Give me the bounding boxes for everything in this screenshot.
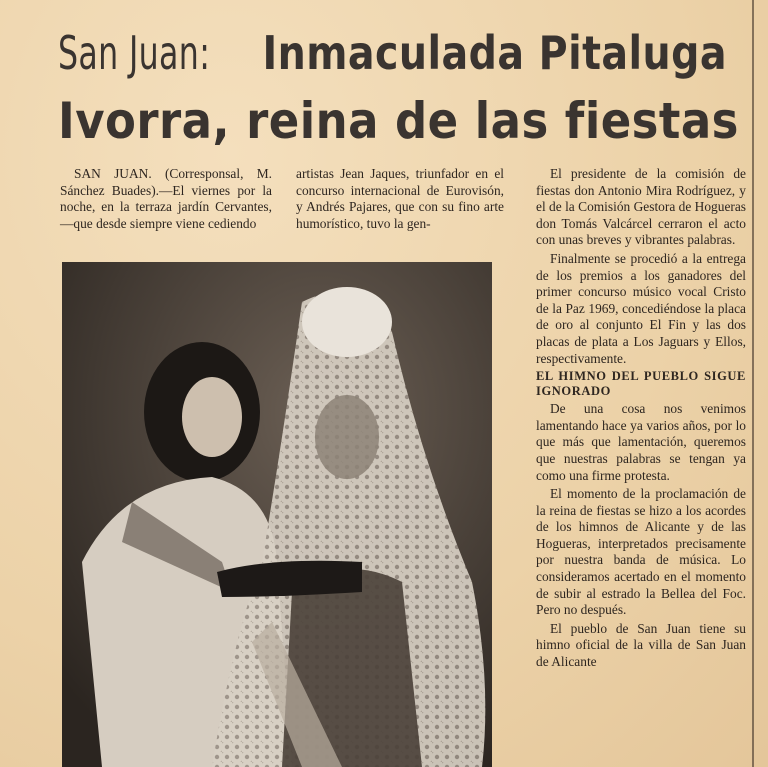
girl-face	[182, 377, 242, 457]
paragraph: El momento de la proclamación de la reina de fiestas se hizo a los acordes de los himnos de Alicante y de las Hogueras, interpretados precisamente por nuestra banda de música. Lo consideramos acertado en el momento de subir al estrado la Bellea del Foc. Pero no después.	[536, 486, 746, 618]
headline-prefix: San Juan:	[58, 26, 211, 80]
paragraph: El presidente de la comisión de fiestas don Antonio Mira Rodríguez, y el de la Comisión Gestora de Hogueras don Tomás Valcárcel cerraron el acto con unas breves y vibrantes palabras.	[536, 166, 746, 248]
headline-line-1-text: Inmaculada Pitaluga	[262, 26, 727, 80]
paragraph: De una cosa nos venimos lamentando hace ya varios años, por lo que más que lamentación, queremos que nuestras palabras se tengan ya como una firme protesta.	[536, 401, 746, 483]
article-column-2	[296, 166, 504, 232]
paragraph: artistas Jean Jaques, triunfador en el concurso internacional de Eurovisón, y Andrés Pajares, que con su fino arte humorístico, tuvo la gen-	[296, 166, 504, 231]
headline	[58, 18, 758, 156]
photo-illustration	[62, 262, 492, 767]
paragraph: Finalmente se procedió a la entrega de los premios a los ganadores del primer concurso músico vocal Cristo de la Paz 1969, concediéndose la placa de oro al conjunto El Fin y las dos placas de plata a Los Jaguars y Ellos, respectivamente.	[536, 250, 746, 366]
veiled-face	[315, 395, 379, 479]
article-column-1	[60, 166, 272, 232]
paragraph: SAN JUAN. (Corresponsal, M. Sánchez Buades).—El viernes por la noche, en la terraza jardín Cervantes, —que desde siempre viene cediendo	[60, 166, 272, 231]
article-column-3	[536, 166, 746, 673]
peineta-comb	[302, 287, 392, 357]
headline-line-2: Ivorra, reina de las fiestas	[58, 92, 739, 150]
paragraph: El pueblo de San Juan tiene su himno oficial de la villa de San Juan de Alicante	[536, 620, 746, 670]
headline-line-1	[58, 18, 727, 88]
news-photo	[62, 262, 492, 767]
section-subhead: EL HIMNO DEL PUEBLO SIGUE IGNORADO	[536, 369, 746, 399]
